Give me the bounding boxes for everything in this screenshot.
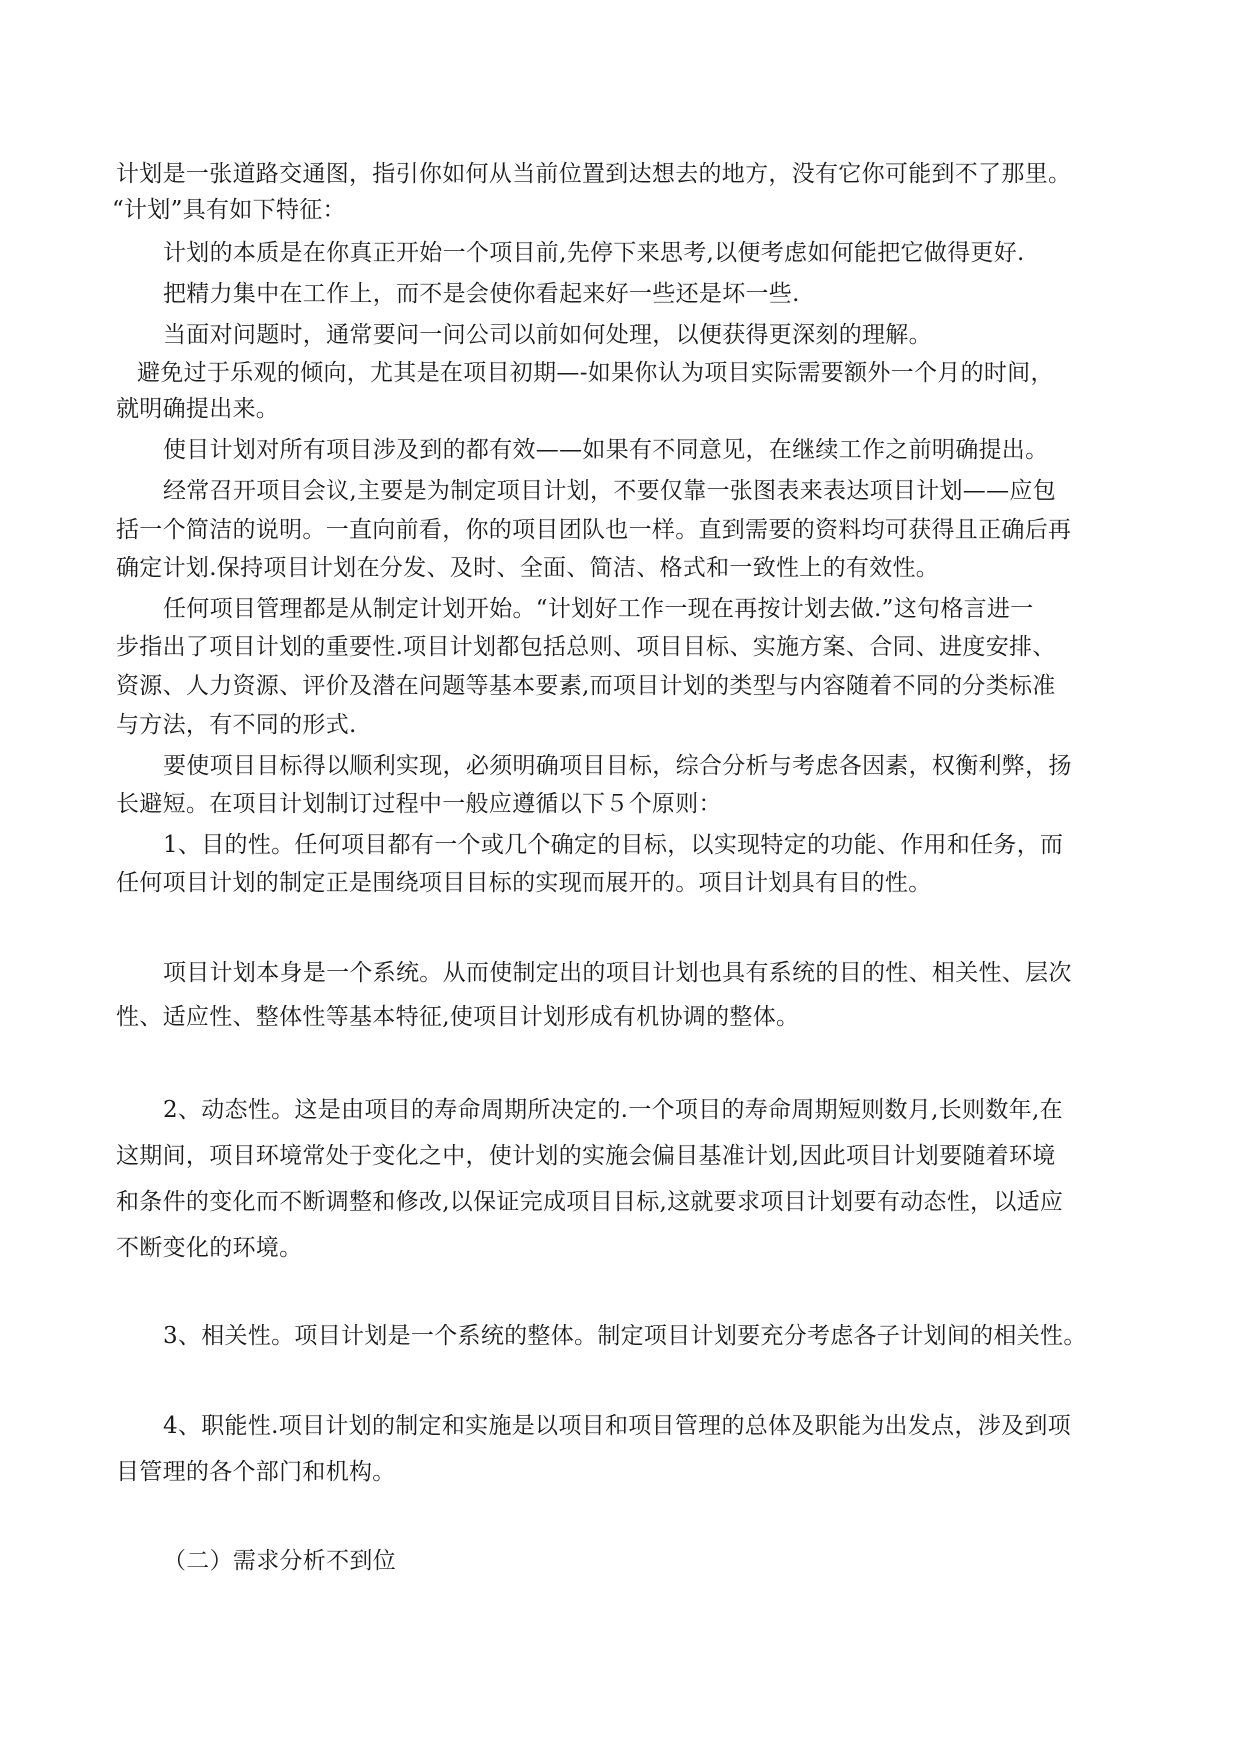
text-line: 把精力集中在工作上，而不是会使你看起来好一些还是坏一些. — [163, 281, 800, 307]
text-line: 任何项目管理都是从制定计划开始。“计划好工作一现在再按计划去做.”这句格言进一 — [163, 596, 1034, 622]
text-line: 计划是一张道路交通图，指引你如何从当前位置到达想去的地方，没有它你可能到不了那里。 — [116, 161, 1072, 187]
text-line: 任何项目计划的制定正是围绕项目目标的实现而展开的。项目计划具有目的性。 — [116, 870, 932, 896]
text-line: 就明确提出来。 — [116, 396, 280, 422]
text-line: 不断变化的环境。 — [116, 1235, 303, 1261]
text-line: 目管理的各个部门和机构。 — [116, 1459, 396, 1485]
text-line: 长避短。在项目计划制订过程中一般应遵循以下５个原则： — [116, 791, 722, 817]
text-line: 1、目的性。任何项目都有一个或几个确定的目标，以实现特定的功能、作用和任务，而 — [163, 832, 1064, 858]
text-line: 括一个简洁的说明。一直向前看，你的项目团队也一样。直到需要的资料均可获得且正确后再 — [116, 517, 1072, 543]
text-line: 这期间，项目环境常处于变化之中，使计划的实施会偏目基准计划,因此项目计划要随着环境 — [116, 1143, 1056, 1169]
text-line: 性、适应性、整体性等基本特征,使项目计划形成有机协调的整体。 — [116, 1004, 800, 1030]
text-line: 避免过于乐观的倾向，尤其是在项目初期—-如果你认为项目实际需要额外一个月的时间， — [137, 360, 1054, 386]
text-line: 项目计划本身是一个系统。从而使制定出的项目计划也具有系统的目的性、相关性、层次 — [163, 960, 1072, 986]
section-heading: （二）需求分析不到位 — [163, 1548, 396, 1574]
text-line: 要使项目目标得以顺利实现，必须明确项目目标，综合分析与考虑各因素，权衡利弊，扬 — [163, 753, 1072, 779]
text-line: 2、动态性。这是由项目的寿命周期所决定的.一个项目的寿命周期短则数月,长则数年,在 — [163, 1097, 1063, 1123]
text-line: 当面对问题时，通常要问一问公司以前如何处理，以便获得更深刻的理解。 — [163, 322, 932, 348]
text-line: 4、职能性.项目计划的制定和实施是以项目和项目管理的总体及职能为出发点，涉及到项 — [163, 1413, 1071, 1439]
text-line: 使目计划对所有项目涉及到的都有效——如果有不同意见，在继续工作之前明确提出。 — [163, 437, 1049, 463]
text-line: 步指出了项目计划的重要性.项目计划都包括总则、项目目标、实施方案、合同、进度安排、 — [116, 634, 1056, 660]
text-line: 经常召开项目会议,主要是为制定项目计划，不要仅靠一张图表来表达项目计划——应包 — [163, 478, 1057, 504]
text-line: 和条件的变化而不断调整和修改,以保证完成项目目标,这就要求项目计划要有动态性，以适应 — [116, 1189, 1064, 1215]
text-line: 确定计划.保持项目计划在分发、及时、全面、简洁、格式和一致性上的有效性。 — [116, 555, 940, 581]
text-line: 与方法，有不同的形式. — [116, 712, 357, 738]
text-line: “计划”具有如下特征： — [112, 197, 346, 223]
text-line: 计划的本质是在你真正开始一个项目前,先停下来思考,以便考虑如何能把它做得更好. — [163, 240, 1025, 266]
text-line: 资源、人力资源、评价及潜在问题等基本要素,而项目计划的类型与内容随着不同的分类标准 — [116, 673, 1056, 699]
text-line: 3、相关性。项目计划是一个系统的整体。制定项目计划要充分考虑各子计划间的相关性。 — [163, 1323, 1087, 1349]
